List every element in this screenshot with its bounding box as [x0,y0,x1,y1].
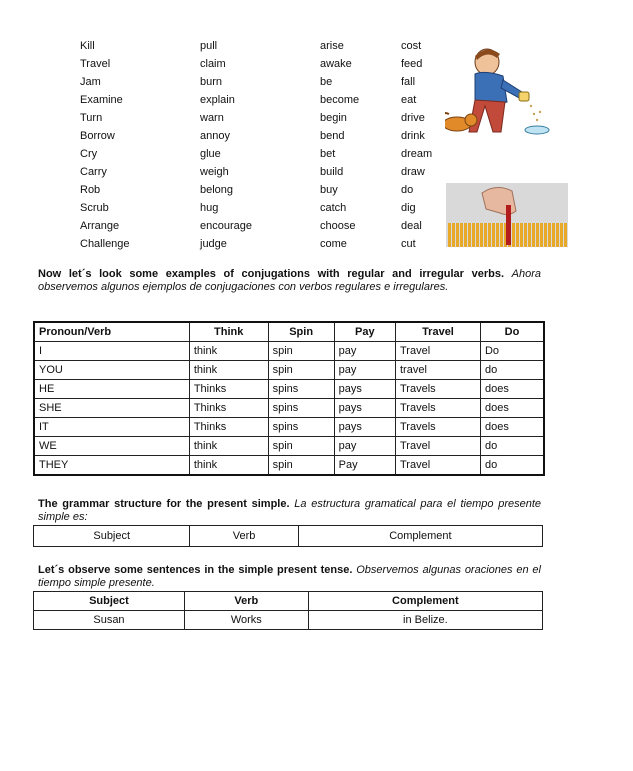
intro-english: Now let´s look some examples of conjugations with regular and irregular verbs. [38,268,504,280]
word: cost [401,40,422,52]
pencil [484,223,487,247]
pencil [480,223,483,247]
table-cell: Thinks [189,380,268,399]
table-cell: spin [268,342,334,361]
cartoon-man-feeding-cat-image [445,44,555,139]
table-row [34,456,544,476]
pencil [452,223,455,247]
table-cell: THEY [34,456,189,476]
table-row [34,437,544,456]
word: warn [200,112,224,124]
table-cell: pay [334,361,395,380]
intro-english: The grammar structure for the present simple. [38,498,290,510]
pencil [468,223,471,247]
conjugation-intro [38,268,541,294]
table-cell: pays [334,399,395,418]
table-cell: Travel [395,342,480,361]
word-column-1 [80,37,130,253]
table-cell: think [189,342,268,361]
table-cell: think [189,437,268,456]
pencil [528,223,531,247]
table-cell: spin [268,437,334,456]
word: bend [320,130,345,142]
word: encourage [200,220,252,232]
pencil [460,223,463,247]
table-row [34,361,544,380]
word: weigh [200,166,229,178]
table-cell: travel [395,361,480,380]
table-cell: in Belize. [308,611,542,630]
header-cell: Spin [268,322,334,342]
pencil [464,223,467,247]
table-cell: do [480,456,544,476]
table-cell: pays [334,380,395,399]
word: Scrub [80,202,109,214]
word-column-4 [401,37,432,253]
table-cell: does [480,399,544,418]
header-cell: Complement [308,592,542,611]
word: pull [200,40,218,52]
intro-english: Let´s observe some sentences in the simple present tense. [38,564,353,576]
word: cut [401,238,416,250]
sentence-table [33,591,543,630]
conjugation-table [33,321,545,476]
table-cell: WE [34,437,189,456]
word: Borrow [80,130,115,142]
pencil [516,223,519,247]
word: judge [200,238,227,250]
header-cell: Pronoun/Verb [34,322,189,342]
intro-spanish: Ahora observemos algunos ejemplos de conjugaciones con verbos regulares e irregulares. [38,268,541,293]
word: be [320,76,333,88]
word: drive [401,112,425,124]
table-cell: IT [34,418,189,437]
table-cell: Subject [34,526,190,547]
pencil [472,223,475,247]
table-cell: pays [334,418,395,437]
table-cell: Susan [34,611,185,630]
word-column-2 [200,37,252,253]
intro-spanish: Observemos algunas oraciones en el tiempo simple presente. [38,564,541,589]
word: hug [200,202,219,214]
table-cell: Pay [334,456,395,476]
table-row [34,342,544,361]
sentences-intro [38,564,541,590]
pencil [500,223,503,247]
structure-table [33,525,543,547]
table-cell: does [480,418,544,437]
pencil [548,223,551,247]
table-cell: do [480,437,544,456]
table-cell: spins [268,380,334,399]
word: choose [320,220,356,232]
word: annoy [200,130,230,142]
word: Examine [80,94,123,106]
word: bet [320,148,336,160]
word: buy [320,184,338,196]
table-cell: think [189,361,268,380]
word: become [320,94,360,106]
table-cell: spins [268,418,334,437]
table-row [34,526,543,547]
word: feed [401,58,423,70]
table-cell: does [480,380,544,399]
table-row [34,380,544,399]
table-cell: Do [480,342,544,361]
word: Cry [80,148,98,160]
word: fall [401,76,416,88]
word: arise [320,40,344,52]
pencil [564,223,567,247]
word: draw [401,166,425,178]
header-cell: Verb [184,592,308,611]
table-row [34,418,544,437]
table-cell: HE [34,380,189,399]
pencil [544,223,547,247]
word: Travel [80,58,111,70]
header-cell: Travel [395,322,480,342]
table-cell: Travels [395,418,480,437]
table-cell: Verb [190,526,298,547]
table-cell: think [189,456,268,476]
word: dream [401,148,433,160]
header-cell: Do [480,322,544,342]
pencil [532,223,535,247]
word: burn [200,76,223,88]
table-cell: Travels [395,380,480,399]
pencils-photo-image [446,183,568,247]
word: do [401,184,414,196]
word: deal [401,220,422,232]
table-cell: Travel [395,456,480,476]
word: dig [401,202,416,214]
word: Turn [80,112,103,124]
table-row [34,592,543,611]
word: explain [200,94,235,106]
word: Carry [80,166,107,178]
word: eat [401,94,417,106]
header-cell: Pay [334,322,395,342]
table-cell: Works [184,611,308,630]
table-cell: Complement [298,526,542,547]
table-cell: I [34,342,189,361]
table-cell: pay [334,437,395,456]
pencil [456,223,459,247]
pencil [540,223,543,247]
table-cell: do [480,361,544,380]
intro-spanish: La estructura gramatical para el tiempo presente simple es: [38,498,542,523]
word: drink [401,130,425,142]
pencil [476,223,479,247]
pencil [488,223,491,247]
grammar-structure-intro [38,498,541,524]
pencil [536,223,539,247]
word: come [320,238,347,250]
word: begin [320,112,347,124]
word: Arrange [80,220,120,232]
pencil [556,223,559,247]
pencil [492,223,495,247]
word: awake [320,58,352,70]
table-cell: spin [268,456,334,476]
pencil [552,223,555,247]
word: belong [200,184,234,196]
word: claim [200,58,226,70]
pencil [496,223,499,247]
word: catch [320,202,347,214]
pencil [520,223,523,247]
table-cell: SHE [34,399,189,418]
table-cell: spin [268,361,334,380]
table-cell: spins [268,399,334,418]
pencil [560,223,563,247]
word-column-3 [320,37,359,253]
table-row [34,611,543,630]
pencil [448,223,451,247]
word: Rob [80,184,101,196]
pencil [524,223,527,247]
word: Kill [80,40,95,52]
word: build [320,166,344,178]
table-cell: Thinks [189,399,268,418]
pencil [512,223,515,247]
word: glue [200,148,221,160]
table-row [34,399,544,418]
table-cell: Travels [395,399,480,418]
table-cell: pay [334,342,395,361]
header-cell: Think [189,322,268,342]
table-cell: Travel [395,437,480,456]
word: Jam [80,76,101,88]
table-cell: Thinks [189,418,268,437]
word: Challenge [80,238,130,250]
header-cell: Subject [34,592,185,611]
table-cell: YOU [34,361,189,380]
